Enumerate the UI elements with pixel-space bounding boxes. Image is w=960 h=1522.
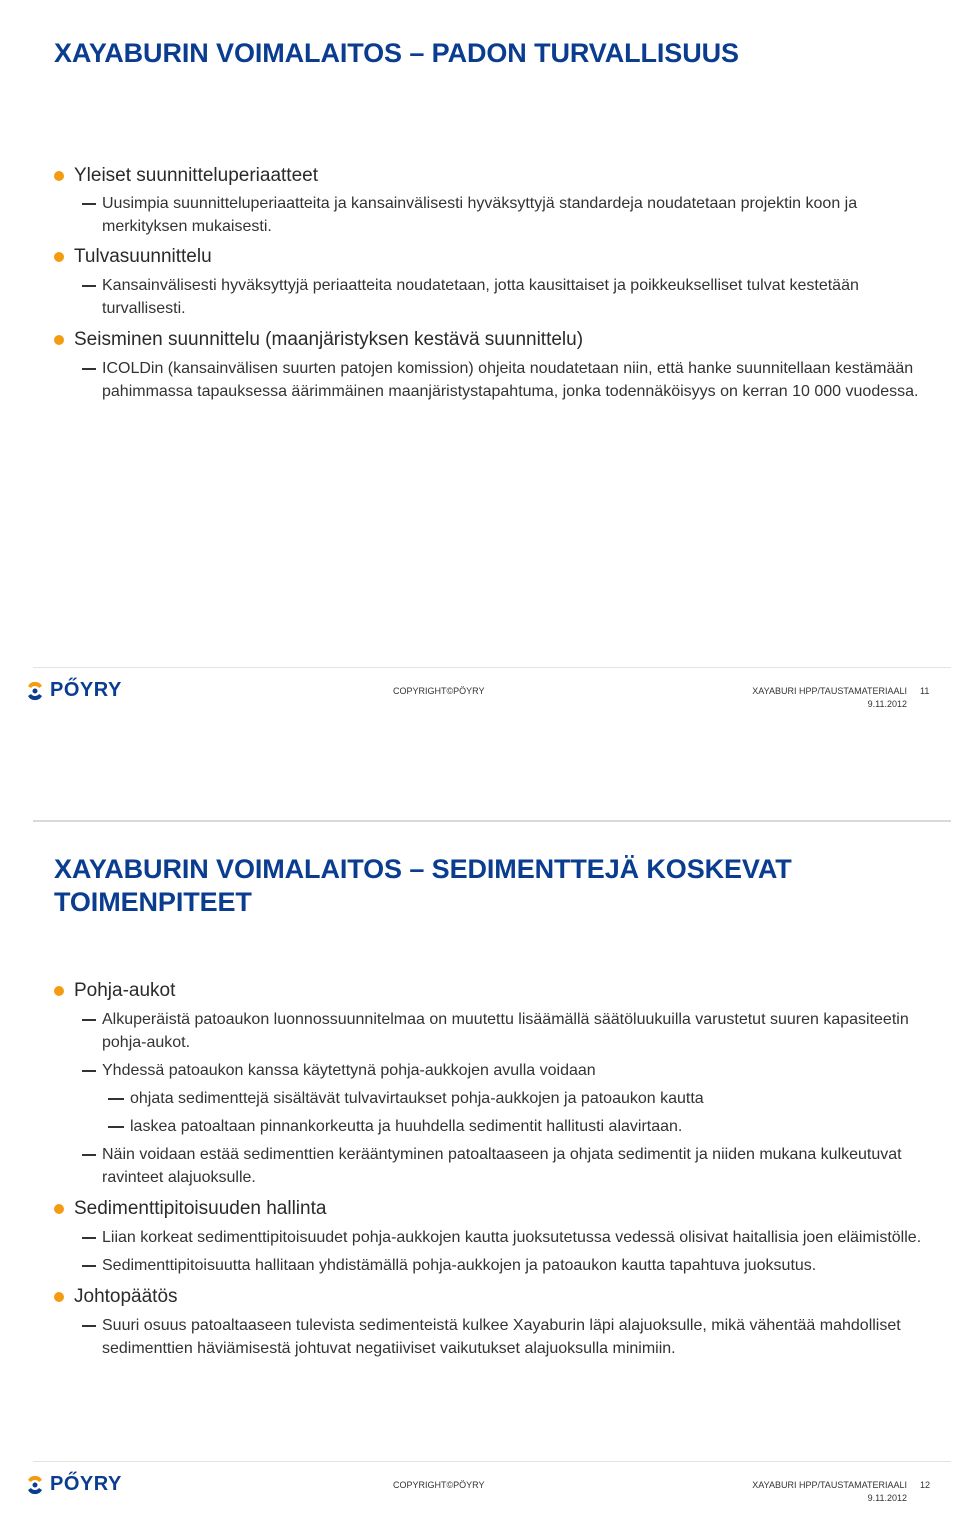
logo-wordmark: PŐYRY: [50, 1473, 122, 1495]
dash-icon: [82, 1325, 96, 1327]
sub-bullet-item: Näin voidaan estää sedimenttien kerääntyminen patoaltaaseen ja ohjata sedimentit ja niiden mukana kulkeutuvat ravinteet alajuoksulle.: [54, 1143, 934, 1189]
document-reference: XAYABURI HPP/TAUSTAMATERIAALI: [752, 686, 907, 696]
poyry-logo: [24, 1473, 122, 1496]
bullet-dot-icon: [54, 335, 64, 345]
bullet-list: [54, 163, 934, 403]
footer-divider: [33, 667, 951, 668]
copyright-text: COPYRIGHT©PÖYRY: [393, 1480, 485, 1490]
dash-icon: [108, 1098, 124, 1100]
dash-icon: [82, 1070, 96, 1072]
dash-icon: [82, 1019, 96, 1021]
document-date: 9.11.2012: [867, 699, 907, 709]
footer-divider: [33, 1461, 951, 1462]
dash-icon: [82, 1154, 96, 1156]
poyry-mark-icon: [24, 680, 46, 702]
sub-bullet-item: Uusimpia suunnitteluperiaatteita ja kansainvälisesti hyväksyttyjä standardeja noudatetaan projektin koon ja merkityksen mukaisesti.: [54, 192, 934, 238]
bullet-item: Yleiset suunnitteluperiaatteet: [54, 163, 934, 188]
dash-icon: [82, 285, 96, 287]
sub-sub-bullet-item: ohjata sedimenttejä sisältävät tulvavirtaukset pohja-aukkojen ja patoaukon kautta: [54, 1087, 934, 1110]
sub-bullet-item: Liian korkeat sedimenttipitoisuudet pohja-aukkojen kautta juoksutetussa vedessä olisivat haitallisia joen eläimistölle.: [54, 1226, 934, 1249]
slide-title: XAYABURIN VOIMALAITOS – SEDIMENTTEJÄ KOSKEVAT TOIMENPITEET: [54, 854, 792, 917]
slide-title: XAYABURIN VOIMALAITOS – PADON TURVALLISUUS: [54, 38, 739, 68]
poyry-logo: [24, 679, 122, 702]
document-date: 9.11.2012: [867, 1493, 907, 1503]
bullet-dot-icon: [54, 986, 64, 996]
slide-footer: [0, 667, 960, 727]
sub-bullet-item: Alkuperäistä patoaukon luonnossuunnitelmaa on muutettu lisäämällä säätöluukuilla varustetut suuren kapasiteetin pohja-aukot.: [54, 1008, 934, 1054]
bullet-list: [54, 978, 934, 1360]
dash-icon: [82, 1237, 96, 1239]
page-number: 11: [920, 686, 930, 696]
bullet-item: Tulvasuunnittelu: [54, 244, 934, 269]
sub-bullet-item: Suuri osuus patoaltaaseen tulevista sedimenteistä kulkee Xayaburin läpi alajuoksulle, mikä vähentää mahdolliset sedimenttien häviämisestä johtuvat negatiiviset vaikutukset alajuoksulla minimiin.: [54, 1314, 934, 1360]
slide-11: [0, 0, 960, 760]
slide-12: [0, 820, 960, 1522]
bullet-item: Johtopäätös: [54, 1284, 934, 1309]
bullet-item: Seisminen suunnittelu (maanjäristyksen kestävä suunnittelu): [54, 327, 934, 352]
dash-icon: [82, 368, 96, 370]
poyry-mark-icon: [24, 1474, 46, 1496]
bullet-item: Sedimenttipitoisuuden hallinta: [54, 1196, 934, 1221]
copyright-text: COPYRIGHT©PÖYRY: [393, 686, 485, 696]
dash-icon: [82, 203, 96, 205]
bullet-dot-icon: [54, 1292, 64, 1302]
bullet-item: Pohja-aukot: [54, 978, 934, 1003]
dash-icon: [82, 1265, 96, 1267]
dash-icon: [108, 1126, 124, 1128]
bullet-dot-icon: [54, 171, 64, 181]
sub-bullet-item: Sedimenttipitoisuutta hallitaan yhdistämällä pohja-aukkojen ja patoaukon kautta tapahtuva juoksutus.: [54, 1254, 934, 1277]
sub-sub-bullet-item: laskea patoaltaan pinnankorkeutta ja huuhdella sedimentit hallitusti alavirtaan.: [54, 1115, 934, 1138]
slide-divider: [33, 820, 951, 822]
slide-footer: [0, 1461, 960, 1521]
sub-bullet-item: Yhdessä patoaukon kanssa käytettynä pohja-aukkojen avulla voidaan: [54, 1059, 934, 1082]
sub-bullet-item: ICOLDin (kansainvälisen suurten patojen komission) ohjeita noudatetaan niin, että hanke suunnitellaan kestämään pahimmassa tapauksessa äärimmäinen maanjäristystapahtuma, jonka todennäköisyys on kerran 10 000 vuodessa.: [54, 357, 934, 403]
sub-bullet-item: Kansainvälisesti hyväksyttyjä periaatteita noudatetaan, jotta kausittaiset ja poikkeukselliset tulvat kestetään turvallisesti.: [54, 274, 934, 320]
logo-wordmark: PŐYRY: [50, 679, 122, 701]
bullet-dot-icon: [54, 252, 64, 262]
page-number: 12: [920, 1480, 931, 1490]
document-reference: XAYABURI HPP/TAUSTAMATERIAALI: [752, 1480, 907, 1490]
bullet-dot-icon: [54, 1204, 64, 1214]
